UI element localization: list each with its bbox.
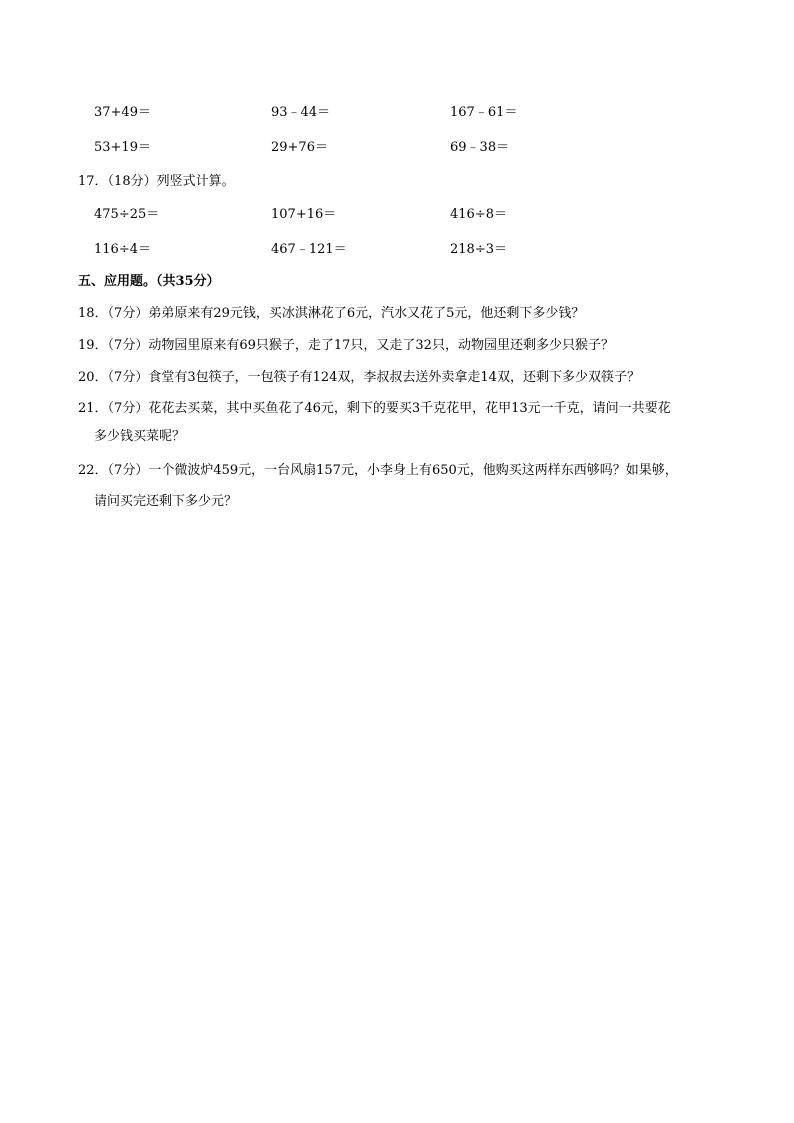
question-17-title: 17．（18分）列竖式计算。 [78,174,235,189]
calc-item: 467﹣121＝ [271,242,347,257]
calc-item: 53+19＝ [94,140,151,155]
calc-item: 475÷25＝ [94,207,160,222]
calc-item: 116÷4＝ [94,242,151,257]
question-21: 21．（7分）花花去买菜，其中买鱼花了46元，剩下的要买3千克花甲，花甲13元一千克，请问一共要花 [78,401,671,416]
section-heading: 五、应用题。（共35分） [78,274,220,289]
question-20: 20．（7分）食堂有3包筷子，一包筷子有124双，李叔叔去送外卖拿走14双，还剩下多少双筷子？ [78,370,640,385]
question-21-continued: 多少钱买菜呢？ [94,429,186,444]
calc-item: 167﹣61＝ [450,105,518,120]
question-22: 22．（7分）一个微波炉459元，一台风扇157元，小李身上有650元，他购买这两样东西够吗？如果够， [78,463,678,478]
calc-item: 218÷3＝ [450,242,507,257]
calc-item: 69﹣38＝ [450,140,510,155]
calc-item: 37+49＝ [94,105,151,120]
calc-item: 93﹣44＝ [271,105,331,120]
calc-item: 107+16＝ [271,207,337,222]
calc-item: 416÷8＝ [450,207,507,222]
question-18: 18．（7分）弟弟原来有29元钱，买冰淇淋花了6元，汽水又花了5元，他还剩下多少钱？ [78,306,585,321]
calc-item: 29+76＝ [271,140,328,155]
question-22-continued: 请问买完还剩下多少元？ [94,494,238,509]
question-19: 19．（7分）动物园里原来有69只猴子，走了17只，又走了32只，动物园里还剩多少只猴子？ [78,338,614,353]
